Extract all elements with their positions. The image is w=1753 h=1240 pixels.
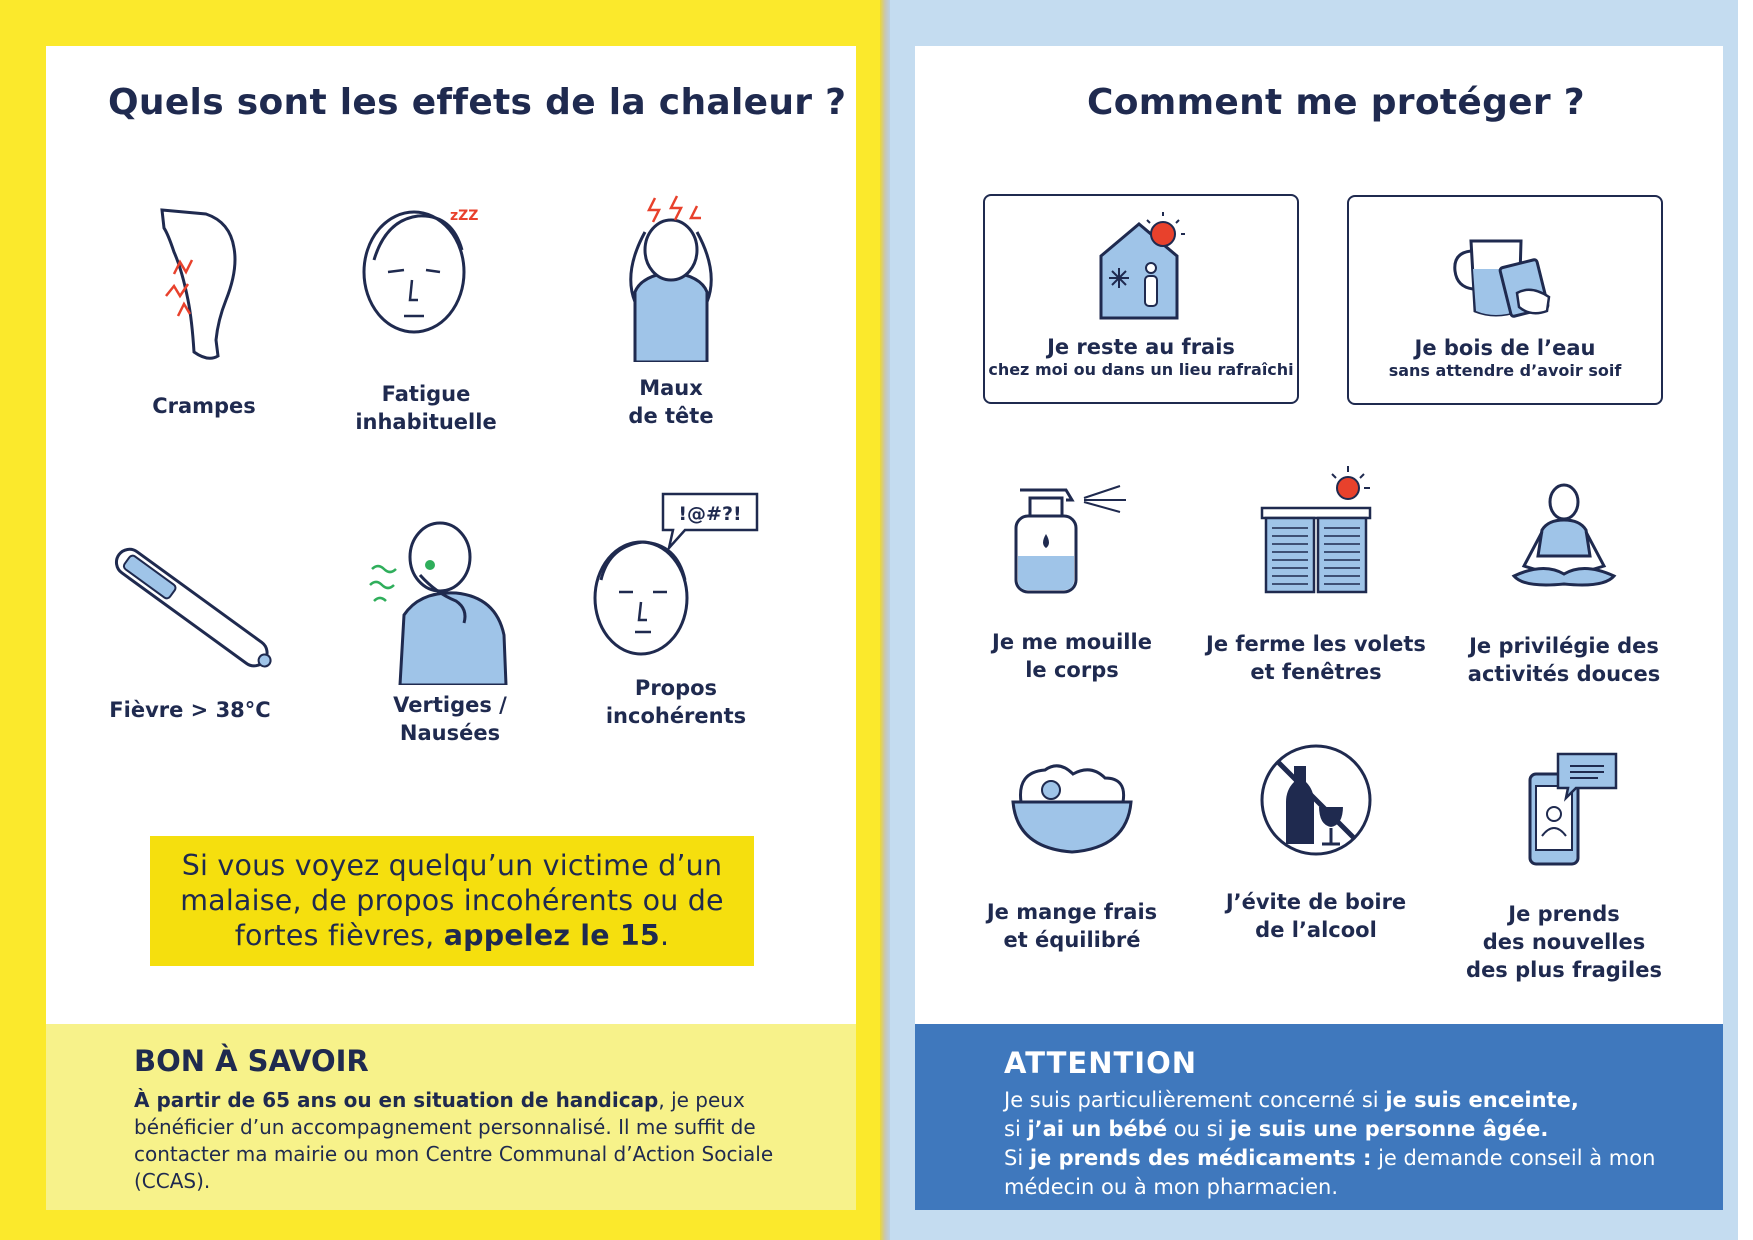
bon-a-savoir-emphasis: À partir de 65 ans ou en situation de handicap [134,1088,659,1112]
effect-maux-de-tete [551,192,791,430]
attention-emphasis: je suis enceinte, [1385,1088,1579,1112]
tip-check-on-fragile [1439,752,1689,984]
tip-avoid-alcohol [1191,740,1441,944]
attention-panel [915,1024,1723,1210]
sleep-letters: zZZ [450,208,479,224]
effect-crampes [84,200,324,420]
tip-eat-fresh [947,752,1197,954]
attention-emphasis: je prends des médicaments : [1029,1146,1372,1170]
water-jug-icon [1445,207,1565,327]
tip-wet-body [947,476,1197,684]
nausea-icon [360,505,540,685]
effect-label: Vertiges / Nausées [393,693,507,745]
headache-icon [601,192,741,362]
attention-text-part: ou si [1167,1117,1231,1141]
tip-label: Je prends des nouvelles des plus fragiles [1466,902,1662,982]
meditation-icon [1504,480,1624,594]
bon-a-savoir-title: BON À SAVOIR [134,1044,369,1078]
salad-bowl-icon [1007,752,1137,860]
tip-label: Je ferme les volets et fenêtres [1206,632,1426,684]
thermometer-icon [80,530,300,690]
effect-label: Propos incohérents [605,676,747,728]
bon-a-savoir-body: , je peux bénéficier d’un accompagnement personnalisé. Il me suffit de contacter ma mairie ou mon Centre Communal d’Action Sociale (CCAS). [134,1088,774,1193]
attention-emphasis: j’ai un bébé [1027,1117,1168,1141]
closed-shutters-icon [1256,458,1376,598]
effect-fievre [70,530,310,724]
phone-message-icon [1504,752,1624,866]
effect-label: Fièvre > 38°C [109,698,271,722]
effect-fatigue [306,180,546,436]
tip-close-shutters [1191,458,1441,686]
effect-label: Crampes [152,394,256,418]
speech-symbols: !@#?! [678,503,742,525]
page-gutter [880,0,890,1240]
cool-house-icon [1091,206,1191,326]
sleepy-face-icon [326,180,526,370]
tip-label: Je reste au frais [1047,335,1235,359]
tip-gentle-activity [1439,480,1689,688]
effect-vertiges [330,505,570,747]
attention-text-part: Si [1004,1146,1030,1170]
bon-a-savoir-text [134,1087,834,1195]
right-page-edge [1738,0,1753,1240]
bon-a-savoir-panel [46,1024,856,1210]
emergency-callout [150,836,754,966]
effect-label: Maux de tête [628,376,714,428]
right-page-title: Comment me protéger ? [1087,82,1585,123]
spray-bottle-icon [1002,476,1142,594]
tip-label: Je bois de l’eau [1414,336,1596,360]
tip-sublabel: chez moi ou dans un lieu rafraîchi [988,360,1294,379]
attention-emphasis: je suis une personne âgée. [1230,1117,1549,1141]
attention-text [1004,1086,1704,1202]
callout-end: . [659,919,670,952]
attention-text-part: je demande conseil à mon médecin ou à mon pharmacien. [1004,1146,1656,1199]
callout-emphasis: appelez le 15 [443,919,660,952]
effect-label: Fatigue inhabituelle [355,382,497,434]
no-alcohol-icon [1256,740,1376,860]
effect-propos [556,488,796,730]
tip-label: Je mange frais et équilibré [986,900,1158,952]
cramp-leg-icon [134,200,274,370]
tip-box-drink-water [1347,195,1663,405]
attention-title: ATTENTION [1004,1046,1197,1080]
tip-sublabel: sans attendre d’avoir soif [1388,361,1622,380]
left-page-title: Quels sont les effets de la chaleur ? [108,82,847,123]
confused-speech-icon [561,488,791,688]
callout-text: Si vous voyez quelqu’un victime d’un malaise, de propos incohérents ou de fortes fièvres, [180,849,724,952]
tip-label: J’évite de boire de l’alcool [1225,890,1407,942]
tip-box-stay-cool [983,194,1299,404]
tip-label: Je me mouille le corps [992,630,1152,682]
attention-text-part: Je suis particulièrement concerné si [1004,1088,1386,1112]
tip-label: Je privilégie des activités douces [1467,634,1661,686]
attention-text-part: si [1004,1117,1028,1141]
